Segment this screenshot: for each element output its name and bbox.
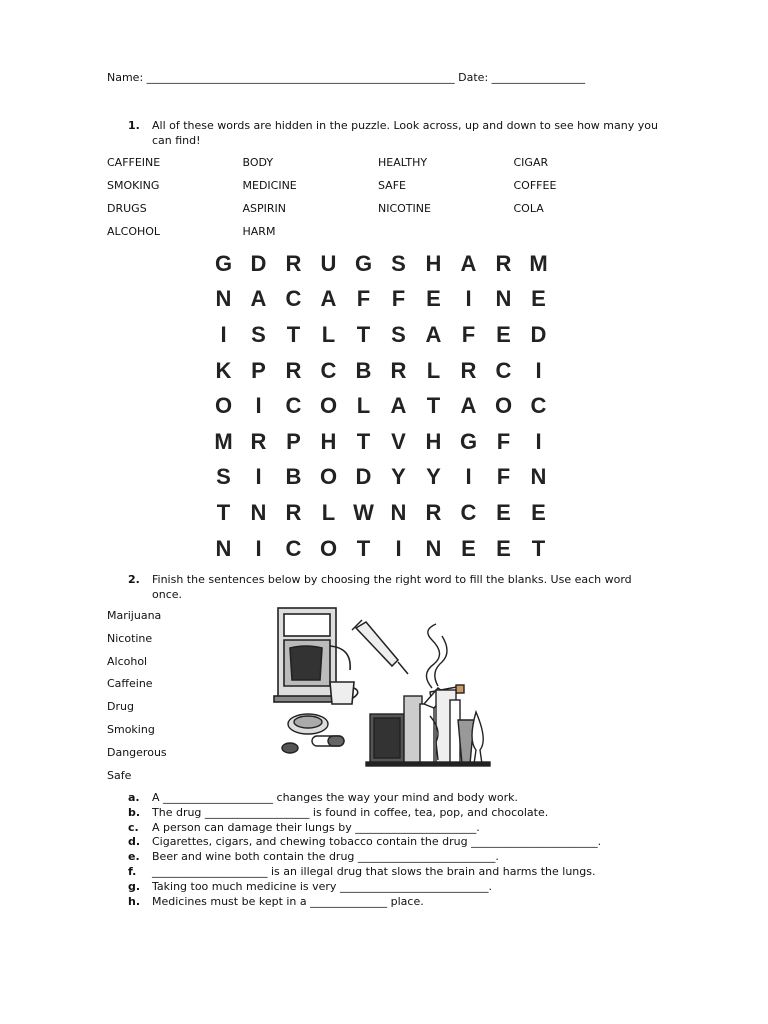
grid-letter: T (356, 535, 371, 561)
grid-letter: L (321, 499, 336, 525)
grid-letter: D (355, 464, 372, 490)
grid-letter: W (353, 499, 374, 525)
grid-letter: G (214, 250, 233, 276)
word-bank (107, 609, 167, 791)
sentence-item (128, 895, 668, 910)
grid-letter: I (255, 535, 262, 561)
cigarette-icon (426, 624, 464, 698)
sentence-item (128, 880, 668, 895)
grid-letter: N (215, 286, 232, 312)
grid-letter: C (285, 286, 302, 312)
sentence-text: A person can damage their lungs by ______________________. (152, 820, 480, 834)
grid-letter: F (461, 321, 476, 347)
grid-letter: F (391, 286, 406, 312)
alcohol-bottles-icon (366, 688, 490, 766)
grid-letter: D (530, 321, 547, 347)
grid-letter: I (395, 535, 402, 561)
grid-letter: S (391, 321, 406, 347)
grid-letter: N (250, 499, 267, 525)
word-list-item: DRUGS (107, 202, 147, 215)
sentence-text: Taking too much medicine is very ___________________________. (152, 879, 492, 893)
grid-letter: I (255, 464, 262, 490)
grid-letter: H (425, 250, 442, 276)
grid-letter: E (496, 499, 511, 525)
grid-letter: G (459, 428, 478, 454)
word-list-item: BODY (242, 156, 274, 169)
grid-letter: C (495, 357, 512, 383)
grid-letter: I (535, 428, 542, 454)
grid-letter: K (215, 357, 232, 383)
grid-letter: I (535, 357, 542, 383)
word-bank-item: Caffeine (107, 677, 153, 691)
word-list-item: CIGAR (513, 156, 549, 169)
sentence-item (128, 850, 668, 865)
grid-letter: N (390, 499, 407, 525)
word-list-item: MEDICINE (242, 179, 297, 192)
grid-letter: T (356, 321, 371, 347)
word-list-row (107, 225, 667, 248)
grid-letter: R (390, 357, 407, 383)
grid-letter: H (425, 428, 442, 454)
grid-letter: H (320, 428, 337, 454)
sentence-letter: c. (128, 820, 139, 834)
grid-letter: B (285, 464, 302, 490)
sentence-text: Cigarettes, cigars, and chewing tobacco contain the drug _______________________. (152, 835, 602, 849)
sentence-item (128, 835, 668, 850)
word-list-item: HARM (242, 225, 276, 238)
sentence-letter: h. (128, 894, 141, 908)
sentence-text: Beer and wine both contain the drug _________________________. (152, 850, 499, 864)
sentence-letter: f. (128, 864, 137, 878)
grid-row (206, 531, 556, 567)
grid-row (206, 282, 556, 318)
grid-letter: E (531, 499, 546, 525)
grid-letter: F (496, 464, 511, 490)
grid-letter: T (356, 428, 371, 454)
drug-clipart-illustration (270, 600, 505, 770)
sentence-item (128, 791, 668, 806)
grid-letter: R (250, 428, 267, 454)
grid-row (206, 460, 556, 496)
grid-letter: N (495, 286, 512, 312)
grid-letter: R (285, 499, 302, 525)
grid-letter: C (460, 499, 477, 525)
grid-letter: S (216, 464, 231, 490)
sentence-letter: e. (128, 850, 140, 864)
fill-in-sentences (128, 791, 668, 909)
grid-letter: S (391, 250, 406, 276)
word-bank-item: Dangerous (107, 745, 167, 759)
sentence-text: _____________________ is an illegal drug that slows the brain and harms the lungs. (152, 864, 596, 878)
grid-letter: A (425, 321, 442, 347)
grid-letter: E (496, 321, 511, 347)
sentence-letter: b. (128, 805, 141, 819)
grid-letter: C (530, 393, 547, 419)
grid-letter: O (319, 464, 338, 490)
word-list-row (107, 179, 667, 202)
grid-letter: C (320, 357, 337, 383)
grid-letter: A (320, 286, 337, 312)
word-bank-item: Marijuana (107, 609, 162, 622)
sentence-letter: d. (128, 835, 141, 849)
grid-letter: U (320, 250, 337, 276)
grid-letter: F (356, 286, 371, 312)
grid-letter: O (214, 393, 233, 419)
coffee-mug-icon (330, 682, 358, 704)
sentence-text: Medicines must be kept in a ______________ place. (152, 894, 424, 908)
word-list-item: ALCOHOL (107, 225, 161, 238)
grid-letter: E (461, 535, 476, 561)
name-date-line: Name: ________________________________________________________ Date: _________________ (107, 71, 586, 84)
grid-letter: C (285, 393, 302, 419)
grid-row (206, 246, 556, 282)
question-1-text: All of these words are hidden in the puzzle. Look across, up and down to see how many you can find! (152, 119, 658, 147)
grid-letter: C (285, 535, 302, 561)
grid-letter: R (495, 250, 512, 276)
grid-letter: T (286, 321, 301, 347)
word-list-item: SAFE (378, 179, 406, 192)
pills-icon (282, 714, 344, 753)
grid-letter: I (255, 393, 262, 419)
grid-letter: N (530, 464, 547, 490)
word-list-item: NICOTINE (378, 202, 431, 215)
grid-letter: Y (391, 464, 406, 490)
grid-letter: A (390, 393, 407, 419)
grid-letter: T (216, 499, 231, 525)
grid-letter: T (531, 535, 546, 561)
question-2-number: 2. (128, 573, 140, 586)
grid-row (206, 388, 556, 424)
word-list-item: COFFEE (513, 179, 557, 192)
word-bank-item: Nicotine (107, 631, 153, 645)
grid-letter: S (251, 321, 266, 347)
syringe-icon (352, 620, 408, 674)
word-list-item: SMOKING (107, 179, 160, 192)
grid-letter: I (465, 286, 472, 312)
grid-letter: L (426, 357, 441, 383)
question-1 (128, 118, 663, 148)
grid-letter: I (220, 321, 227, 347)
sentence-item (128, 806, 668, 821)
grid-letter: N (425, 535, 442, 561)
grid-letter: V (391, 428, 406, 454)
word-list-row (107, 156, 667, 179)
word-list (107, 156, 667, 248)
sentence-text: A ____________________ changes the way your mind and body work. (152, 791, 518, 804)
sentence-item (128, 865, 668, 880)
word-list-item: HEALTHY (378, 156, 428, 169)
grid-letter: M (529, 250, 548, 276)
sentence-letter: a. (128, 791, 140, 804)
word-bank-item: Safe (107, 768, 132, 782)
grid-letter: Y (426, 464, 441, 490)
grid-letter: F (496, 428, 511, 454)
grid-letter: T (426, 393, 441, 419)
word-list-item: COLA (513, 202, 544, 215)
grid-letter: M (214, 428, 233, 454)
grid-letter: E (531, 286, 546, 312)
grid-letter: L (321, 321, 336, 347)
grid-letter: A (460, 250, 477, 276)
question-2 (128, 572, 663, 602)
grid-letter: P (251, 357, 266, 383)
word-bank-item: Drug (107, 700, 134, 714)
sentence-letter: g. (128, 879, 141, 893)
grid-letter: G (354, 250, 373, 276)
grid-letter: B (355, 357, 372, 383)
grid-letter: E (426, 286, 441, 312)
grid-row (206, 353, 556, 389)
grid-letter: R (460, 357, 477, 383)
grid-letter: N (215, 535, 232, 561)
grid-letter: R (285, 250, 302, 276)
question-1-number: 1. (128, 119, 140, 132)
grid-row (206, 317, 556, 353)
grid-letter: O (319, 393, 338, 419)
question-2-text: Finish the sentences below by choosing the right word to fill the blanks. Use each word once. (152, 573, 632, 601)
sentence-item (128, 821, 668, 836)
grid-letter: R (425, 499, 442, 525)
grid-letter: A (250, 286, 267, 312)
grid-letter: O (319, 535, 338, 561)
word-list-row (107, 202, 667, 225)
word-bank-item: Smoking (107, 722, 155, 736)
word-search-grid (206, 246, 556, 566)
word-list-item: ASPIRIN (242, 202, 287, 215)
grid-letter: D (250, 250, 267, 276)
grid-letter: A (460, 393, 477, 419)
grid-row (206, 424, 556, 460)
grid-letter: O (494, 393, 513, 419)
word-list-item: CAFFEINE (107, 156, 161, 169)
sentence-text: The drug ___________________ is found in coffee, tea, pop, and chocolate. (152, 805, 549, 819)
grid-row (206, 495, 556, 531)
grid-letter: P (286, 428, 301, 454)
word-bank-item: Alcohol (107, 654, 148, 668)
grid-letter: R (285, 357, 302, 383)
grid-letter: L (356, 393, 371, 419)
grid-letter: I (465, 464, 472, 490)
grid-letter: E (496, 535, 511, 561)
